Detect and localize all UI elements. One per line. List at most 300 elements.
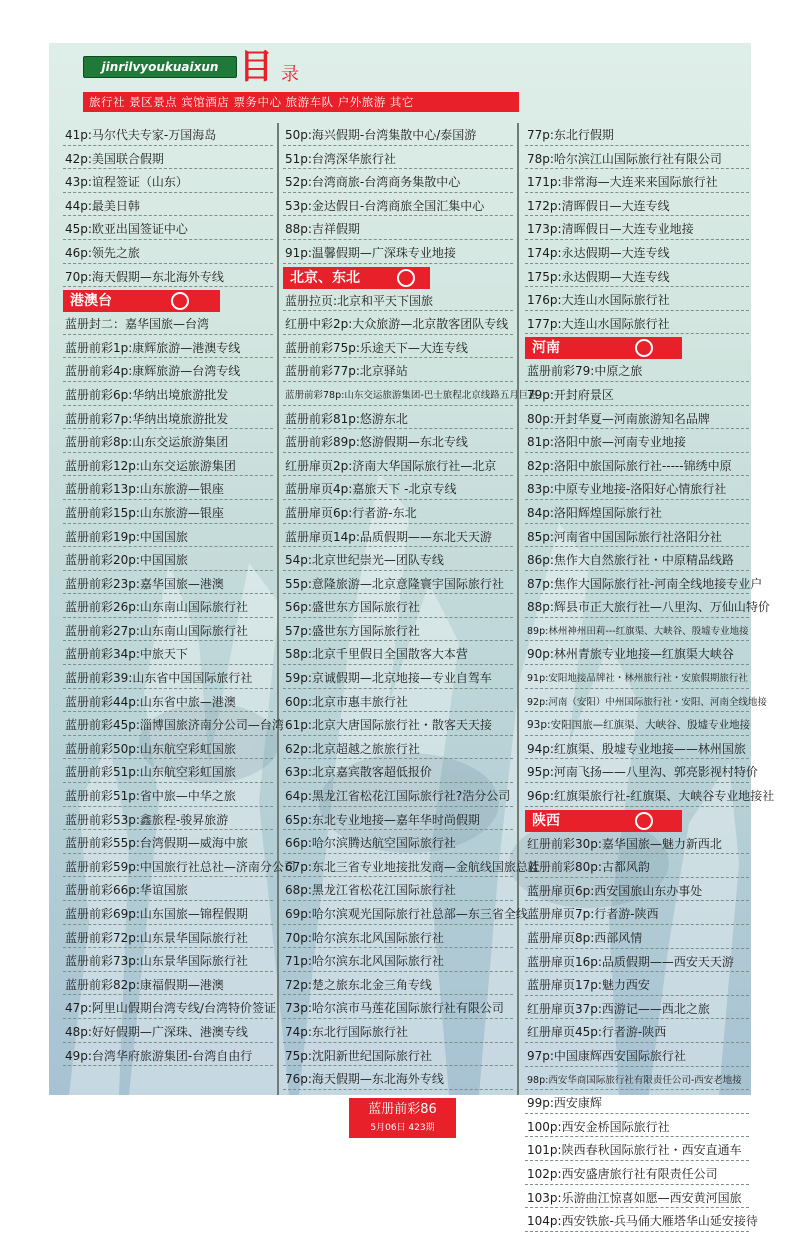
index-entry-text: 蓝册前彩77p:北京驿站 (285, 364, 408, 379)
index-entry-text: 58p:北京千里假日全国散客大本营 (285, 647, 468, 662)
index-entry (283, 667, 513, 691)
index-entry (283, 596, 513, 620)
entry-separator (283, 924, 513, 925)
region-label: 河南 (532, 340, 560, 357)
index-entry-text: 蓝册前彩75p:乐途天下—大连专线 (285, 340, 468, 355)
entry-separator (283, 452, 513, 453)
index-entry (525, 738, 749, 762)
index-entry-text: 蓝册前彩79:中原之旅 (527, 364, 643, 379)
index-entry-text: 65p:东北专业地接—嘉年华时尚假期 (285, 812, 480, 827)
index-entry (63, 667, 273, 691)
entry-separator (525, 546, 749, 547)
footer-title: 蓝册前彩86 (368, 1102, 437, 1117)
entry-separator (63, 381, 273, 382)
entry-separator (283, 994, 513, 995)
entry-separator (63, 215, 273, 216)
index-entry (525, 927, 749, 951)
index-entry-text: 46p:领先之旅 (65, 245, 140, 260)
entry-separator (63, 924, 273, 925)
region-label: 北京、东北 (290, 269, 360, 286)
entry-separator (283, 758, 513, 759)
index-entry (63, 124, 273, 148)
entry-separator (525, 405, 749, 406)
index-entry (525, 313, 749, 337)
index-entry-text: 蓝册前彩20p:中国国旅 (65, 553, 188, 568)
index-entry (525, 761, 758, 785)
entry-separator (283, 428, 513, 429)
index-entry-text: 蓝册前彩80p:古都风韵 (527, 860, 650, 875)
index-entry (283, 573, 513, 597)
index-entry (63, 620, 273, 644)
index-entry (283, 643, 513, 667)
index-entry-text: 91p:安阳地接品牌社・林州旅行社・安旅假期旅行社 (527, 673, 748, 685)
index-entry (525, 195, 749, 219)
index-entry-text: 蓝册扉页8p:西部风情 (527, 931, 643, 945)
index-entry (63, 384, 273, 408)
entry-separator (525, 523, 749, 524)
index-entry (525, 266, 749, 290)
entry-separator (283, 1065, 513, 1066)
entry-separator (525, 782, 749, 783)
entry-separator (525, 499, 749, 500)
entry-separator (63, 428, 273, 429)
index-entry (63, 714, 284, 738)
index-entry (63, 313, 273, 337)
index-entry (63, 809, 273, 833)
index-entry-text: 64p:黑龙江省松花江国际旅行社?浩分公司 (285, 789, 511, 804)
footer-issue: 5月06日 423期 (370, 1123, 435, 1133)
index-entry (525, 667, 749, 691)
region-header (63, 290, 220, 312)
index-entry-text: 蓝册前彩73p:山东景华国际旅行社 (65, 954, 248, 969)
entry-separator (63, 735, 273, 736)
index-entry (63, 927, 273, 951)
entry-separator (63, 145, 273, 146)
entry-separator (63, 617, 273, 618)
entry-separator (525, 806, 749, 807)
index-entry (63, 360, 273, 384)
index-entry-text: 91p:温馨假期—广深珠专业地接 (285, 245, 456, 260)
index-entry (525, 455, 749, 479)
entry-separator (63, 664, 273, 665)
index-entry-text: 102p:西安盛唐旅行社有限责任公司 (527, 1166, 718, 1181)
index-entry (63, 218, 273, 242)
entry-separator (525, 1207, 749, 1208)
index-entry-text: 蓝册前彩69p:山东国旅—锦程假期 (65, 907, 248, 921)
column-divider (517, 123, 519, 1095)
index-entry-text: 62p:北京超越之旅旅行社 (285, 741, 420, 756)
index-entry (63, 478, 273, 502)
index-entry (525, 1210, 758, 1234)
index-entry-text: 蓝册前彩82p:康福假期—港澳 (65, 977, 224, 992)
index-entry (63, 455, 273, 479)
index-entry-text: 红册扉页2p:济南大华国际旅行社—北京 (285, 458, 497, 473)
index-entry-text: 51p:台湾深华旅行社 (285, 151, 396, 166)
entry-separator (283, 853, 513, 854)
index-entry-text: 蓝册前彩13p:山东旅游—银座 (65, 482, 224, 497)
entry-separator (525, 145, 749, 146)
index-entry-text: 蓝册前彩15p:山东旅游—银座 (65, 505, 224, 520)
index-entry (525, 1092, 749, 1116)
index-entry-text: 47p:阿里山假期台湾专线/台湾特价签证 (65, 1001, 276, 1016)
index-entry-text: 蓝册前彩39:山东省中国国际旅行社 (65, 671, 253, 686)
index-entry-text: 蓝册扉页6p:行者游-东北 (285, 505, 417, 520)
entry-separator (283, 829, 513, 830)
index-entry-text: 44p:最美日韩 (65, 198, 140, 213)
index-entry (525, 573, 763, 597)
index-entry (283, 384, 538, 408)
index-entry (283, 856, 540, 880)
index-entry-text: 171p:非常海—大连来来国际旅行社 (527, 175, 718, 190)
catalog-title-main: 目 (239, 47, 273, 87)
index-entry (283, 431, 513, 455)
index-entry (63, 596, 273, 620)
entry-separator (63, 192, 273, 193)
index-entry (525, 218, 749, 242)
entry-separator (525, 853, 749, 854)
index-entry-text: 90p:林州青旅专业地接—红旗渠大峡谷 (527, 647, 734, 662)
index-entry-text: 蓝册扉页17p:魅力西安 (527, 978, 650, 993)
index-entry (283, 455, 513, 479)
index-entry-text: 70p:哈尔滨东北风国际旅行社 (285, 930, 444, 945)
entry-separator (283, 310, 513, 311)
index-entry (283, 124, 513, 148)
entry-separator (525, 286, 749, 287)
entry-separator (283, 405, 513, 406)
index-entry (525, 714, 749, 738)
entry-separator (63, 640, 273, 641)
index-entry (525, 1069, 749, 1093)
index-entry-text: 176p:大连山水国际旅行社 (527, 293, 670, 308)
index-entry (525, 502, 749, 526)
index-entry (283, 360, 513, 384)
entry-separator (525, 1160, 749, 1161)
index-entry (525, 785, 775, 809)
index-entry (63, 691, 273, 715)
index-entry-text: 蓝册前彩19p:中国国旅 (65, 529, 188, 544)
index-entry (283, 714, 513, 738)
index-entry (525, 148, 749, 172)
entry-separator (63, 546, 273, 547)
index-entry (63, 266, 273, 290)
index-column-3 (525, 124, 775, 1234)
region-header (283, 267, 430, 289)
index-entry (283, 927, 513, 951)
index-entry (283, 974, 513, 998)
entry-separator (283, 617, 513, 618)
index-column-1 (63, 124, 296, 1068)
index-entry (525, 384, 749, 408)
index-entry-text: 69p:哈尔滨观光国际旅行社总部—东三省全线 (285, 907, 528, 921)
entry-separator (283, 900, 513, 901)
entry-separator (525, 192, 749, 193)
entry-separator (283, 475, 513, 476)
entry-separator (63, 711, 273, 712)
region-dot-icon (635, 339, 653, 357)
entry-separator (525, 263, 749, 264)
index-entry (63, 738, 273, 762)
index-entry-text: 红册扉页37p:西游记——西北之旅 (527, 1001, 710, 1016)
index-entry (525, 1187, 749, 1211)
entry-separator (63, 758, 273, 759)
index-entry-text: 54p:北京世纪崇光—团队专线 (285, 553, 444, 568)
index-entry-text: 96p:红旗渠旅行社-红旗渠、大峡谷专业地接社 (527, 789, 775, 804)
index-entry-text: 71p:哈尔滨东北风国际旅行社 (285, 954, 444, 969)
index-entry (283, 691, 513, 715)
index-entry-text: 红册中彩2p:大众旅游—北京散客团队专线 (285, 317, 509, 332)
index-entry-text: 52p:台湾商旅-台湾商务集散中心 (285, 175, 461, 190)
index-entry (283, 809, 513, 833)
entry-separator (283, 192, 513, 193)
entry-separator (525, 900, 749, 901)
entry-separator (525, 971, 749, 972)
entry-separator (283, 215, 513, 216)
index-entry (283, 738, 513, 762)
entry-separator (525, 570, 749, 571)
index-entry-text: 43p:谊程签证（山东） (65, 175, 188, 190)
entry-separator (63, 1065, 273, 1066)
region-dot-icon (397, 269, 415, 287)
index-entry (283, 832, 513, 856)
entry-separator (283, 239, 513, 240)
entry-separator (63, 876, 273, 877)
index-entry-text: 蓝册前彩34p:中旅天下 (65, 647, 188, 662)
index-entry (63, 974, 273, 998)
entry-separator (525, 711, 749, 712)
entry-separator (525, 428, 749, 429)
index-entry-text: 48p:好好假期—广深珠、港澳专线 (65, 1024, 248, 1039)
entry-separator (525, 593, 749, 594)
entry-separator (283, 499, 513, 500)
index-entry (525, 974, 749, 998)
index-entry-text: 93p:安阳国旅—红旗渠、大峡谷、殷墟专业地接 (527, 719, 751, 732)
entry-separator (525, 1089, 749, 1090)
index-entry (63, 195, 273, 219)
index-entry-text: 88p:吉祥假期 (285, 222, 360, 237)
index-entry (525, 596, 770, 620)
index-entry (63, 242, 273, 266)
index-entry-text: 89p:林州神州田莉---红旗渠、大峡谷、殷墟专业地接 (527, 625, 749, 637)
entry-separator (283, 782, 513, 783)
entry-separator (283, 570, 513, 571)
index-entry (525, 903, 749, 927)
index-entry (525, 360, 749, 384)
index-entry (525, 1116, 749, 1140)
index-entry-text: 蓝册扉页14p:品质假期——东北天天游 (285, 529, 492, 544)
entry-separator (283, 357, 513, 358)
entry-separator (63, 570, 273, 571)
index-entry-text: 49p:台湾华府旅游集团-台湾自由行 (65, 1048, 253, 1063)
index-entry-text: 88p:辉县市正大旅行社—八里沟、万仙山特价 (527, 600, 770, 615)
index-entry (63, 148, 273, 172)
entry-separator (525, 168, 749, 169)
entry-separator (63, 523, 273, 524)
index-entry (283, 502, 513, 526)
entry-separator (525, 1042, 749, 1043)
index-entry (525, 242, 749, 266)
index-entry-text: 蓝册前彩4p:康辉旅游—台湾专线 (65, 364, 241, 379)
index-entry-text: 蓝册前彩51p:省中旅—中华之旅 (65, 789, 236, 804)
index-entry (63, 832, 273, 856)
entry-separator (525, 215, 749, 216)
index-entry-text: 42p:美国联合假期 (65, 151, 164, 166)
index-entry-text: 87p:焦作大国际旅行社-河南全线地接专业户 (527, 576, 763, 591)
index-entry-text: 80p:开封华夏—河南旅游知名品牌 (527, 411, 710, 426)
index-entry-text: 82p:洛阳中旅国际旅行社-----锦绣中原 (527, 458, 732, 473)
index-entry-text: 68p:黑龙江省松花江国际旅行社 (285, 883, 456, 898)
index-entry-text: 73p:哈尔滨市马莲花国际旅行社有限公司 (285, 1001, 504, 1016)
index-entry-text: 蓝册前彩53p:鑫旅程-骏昇旅游 (65, 812, 229, 827)
index-entry-text: 蓝册前彩78p:山东交运旅游集团-巴士旅程北京线路五月巨惠 (285, 389, 538, 401)
index-entry-text: 59p:京诚假期—北京地接—专业自驾车 (285, 671, 492, 686)
index-entry-text: 蓝册前彩7p:华纳出境旅游批发 (65, 411, 229, 426)
entry-separator (283, 145, 513, 146)
index-entry (525, 526, 749, 550)
index-entry-text: 蓝册前彩81p:悠游东北 (285, 411, 408, 426)
index-entry-text: 蓝册前彩26p:山东南山国际旅行社 (65, 600, 248, 615)
entry-separator (283, 711, 513, 712)
region-header (525, 337, 682, 359)
entry-separator (63, 994, 273, 995)
index-entry-text: 蓝册前彩23p:嘉华国旅—港澳 (65, 576, 224, 591)
index-entry (283, 1021, 513, 1045)
index-entry-text: 61p:北京大唐国际旅行社・散客天天接 (285, 718, 492, 733)
index-entry (63, 1045, 273, 1069)
index-entry-text: 70p:海天假期—东北海外专线 (65, 269, 224, 284)
entry-separator (283, 640, 513, 641)
index-entry-text: 67p:东北三省专业地接批发商—金航线国旅总社 (285, 859, 540, 874)
entry-separator (525, 640, 749, 641)
index-entry (525, 549, 749, 573)
index-entry (525, 856, 749, 880)
index-entry-text: 72p:楚之旅东北金三角专线 (285, 977, 432, 992)
entry-separator (63, 829, 273, 830)
index-entry (283, 242, 513, 266)
index-entry-text: 92p:河南（安阳）中州国际旅行社・安阳、河南全线地接 (527, 696, 767, 708)
index-entry (283, 337, 513, 361)
index-entry (63, 903, 273, 927)
index-entry (525, 880, 749, 904)
index-entry (63, 856, 296, 880)
index-entry-text: 蓝册前彩6p:华纳出境旅游批发 (65, 387, 229, 402)
entry-separator (525, 381, 749, 382)
index-entry (283, 148, 513, 172)
index-entry-text: 76p:海天假期—东北海外专线 (285, 1072, 444, 1087)
entry-separator (63, 475, 273, 476)
entry-separator (63, 947, 273, 948)
index-entry (283, 218, 513, 242)
index-entry (283, 1045, 513, 1069)
index-entry-text: 77p:东北行假期 (527, 128, 614, 142)
index-entry-text: 蓝册前彩72p:山东景华国际旅行社 (65, 930, 248, 945)
index-entry-text: 175p:永达假期—大连专线 (527, 269, 670, 284)
entry-separator (63, 688, 273, 689)
index-entry (283, 408, 513, 432)
entry-separator (525, 1018, 749, 1019)
index-entry-text: 172p:清晖假日—大连专线 (527, 198, 670, 213)
index-entry (63, 573, 273, 597)
index-entry-text: 蓝册前彩89p:悠游假期—东北专线 (285, 435, 468, 450)
index-entry-text: 红册前彩30p:嘉华国旅—魅力新西北 (527, 836, 722, 851)
entry-separator (283, 381, 513, 382)
entry-separator (525, 924, 749, 925)
entry-separator (63, 499, 273, 500)
index-entry-text: 86p:焦作大自然旅行社・中原精品线路 (527, 553, 734, 568)
index-entry-text: 97p:中国康辉西安国际旅行社 (527, 1048, 686, 1063)
entry-separator (63, 286, 273, 287)
index-entry-text: 蓝册前彩51p:山东航空彩虹国旅 (65, 765, 236, 780)
entry-separator (283, 1089, 513, 1090)
index-entry-text: 蓝册拉页:北京和平天下国旅 (285, 293, 434, 308)
entry-separator (283, 735, 513, 736)
entry-separator (525, 333, 749, 334)
index-entry-text: 蓝册扉页6p:西安国旅山东办事处 (527, 883, 703, 898)
index-entry (525, 1021, 749, 1045)
index-entry-text: 84p:洛阳辉煌国际旅行社 (527, 505, 662, 520)
entry-separator (525, 475, 749, 476)
index-entry-text: 78p:哈尔滨江山国际旅行社有限公司 (527, 151, 722, 166)
index-entry-text: 81p:洛阳中旅—河南专业地接 (527, 435, 686, 450)
index-entry-text: 蓝册前彩59p:中国旅行社总社—济南分公司 (65, 859, 296, 874)
index-entry (525, 620, 749, 644)
entry-separator (283, 971, 513, 972)
index-entry (283, 620, 513, 644)
region-header (525, 810, 682, 832)
index-entry (63, 785, 273, 809)
entry-separator (283, 546, 513, 547)
entry-separator (283, 876, 513, 877)
index-entry-text: 55p:意隆旅游—北京意隆寰宇国际旅行社 (285, 576, 504, 591)
region-label: 陕西 (532, 812, 560, 829)
entry-separator (63, 971, 273, 972)
index-entry (63, 643, 273, 667)
index-entry (525, 951, 749, 975)
entry-separator (283, 688, 513, 689)
index-column-2 (283, 124, 540, 1092)
index-entry (63, 526, 273, 550)
entry-separator (525, 735, 749, 736)
entry-separator (525, 995, 749, 996)
index-entry (283, 526, 513, 550)
index-entry (283, 1068, 513, 1092)
index-entry-text: 173p:清晖假日—大连专业地接 (527, 222, 694, 237)
entry-separator (283, 263, 513, 264)
index-entry (63, 879, 273, 903)
entry-separator (525, 452, 749, 453)
entry-separator (525, 1184, 749, 1185)
index-entry-text: 蓝册前彩44p:山东省中旅—港澳 (65, 694, 236, 709)
entry-separator (525, 1136, 749, 1137)
index-entry (525, 1045, 749, 1069)
index-entry-text: 85p:河南省中国国际旅行社洛阳分社 (527, 529, 722, 544)
index-entry (283, 549, 513, 573)
index-entry-text: 100p:西安金桥国际旅行社 (527, 1119, 670, 1134)
index-entry-text: 蓝册前彩1p:康辉旅游—港澳专线 (65, 340, 241, 355)
index-entry (63, 950, 273, 974)
page-footer (349, 1098, 456, 1138)
category-bar: 旅行社 景区景点 宾馆酒店 票务中心 旅游车队 户外旅游 其它 (83, 92, 519, 112)
index-entry-text: 95p:河南飞扬——八里沟、郭亮影视村特价 (527, 765, 758, 780)
index-entry-text: 74p:东北行国际旅行社 (285, 1024, 408, 1039)
entry-separator (525, 617, 749, 618)
entry-separator (525, 688, 749, 689)
index-entry-text: 60p:北京市惠丰旅行社 (285, 694, 408, 709)
entry-separator (525, 664, 749, 665)
index-entry-text: 99p:西安康辉 (527, 1096, 602, 1111)
index-entry (63, 761, 273, 785)
index-entry (283, 290, 513, 314)
index-entry-text: 蓝册前彩12p:山东交运旅游集团 (65, 458, 236, 473)
